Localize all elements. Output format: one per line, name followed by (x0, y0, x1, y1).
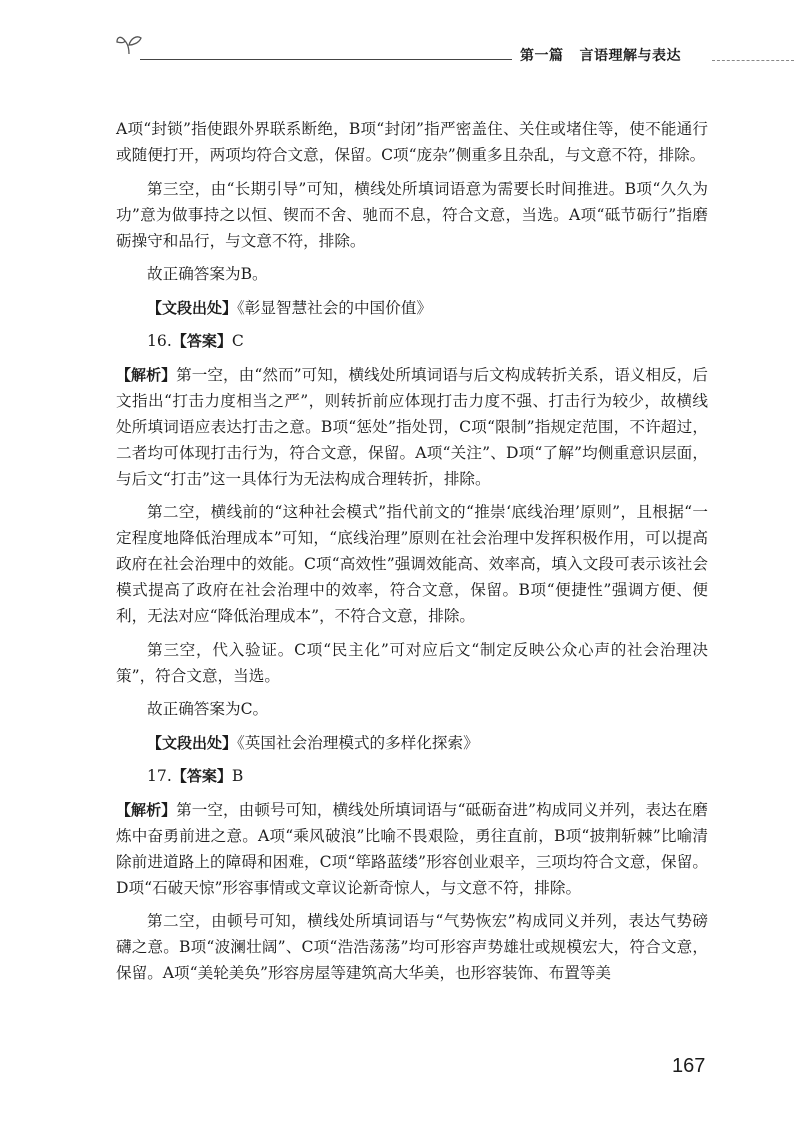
analysis-paragraph (116, 797, 708, 901)
running-header (0, 0, 800, 80)
answer-value: C (231, 332, 244, 350)
answer-value: B (231, 767, 244, 785)
source-line (116, 295, 708, 321)
paragraph-text: 第二空，由顿号可知，横线处所填词语与“气势恢宏”构成同义并列，表达气势磅礴之意。B项“波澜壮阔”、C项“浩浩荡荡”均可形容声势雄壮或规模宏大，符合文意，保留。A项“美轮美奂”形容房屋等建筑高大华美，也形容装饰、布置等美 (116, 912, 708, 982)
paragraph (116, 116, 708, 168)
source-label: 【文段出处】 (147, 298, 238, 317)
header-rule-left (140, 59, 512, 60)
answer-statement (116, 261, 708, 287)
paragraph (116, 637, 708, 689)
sprout-leaf-icon (116, 33, 142, 55)
answer-label: 【答案】 (171, 332, 232, 350)
page-body (116, 116, 708, 994)
answer-line (116, 328, 708, 354)
part-label: 第一篇 (520, 48, 564, 64)
paragraph-text: 第三空，代入验证。C项“民主化”可对应后文“制定反映公众心声的社会治理决策”，符合文意，当选。 (116, 640, 708, 685)
analysis-paragraph (116, 362, 708, 492)
paragraph-text: 第二空，横线前的“这种社会模式”指代前文的“推崇‘底线治理’原则”，且根据“一定程度地降低治理成本”可知，“底线治理”原则在社会治理中发挥积极作用，可以提高政府在社会治理中的效能。C项“高效性”强调效能高、效率高，填入文段可表示该社会模式提高了政府在社会治理中的效率，符合文意，保留。B项“便捷性”强调方便、便利，无法对应“降低治理成本”，不符合文意，排除。 (116, 503, 708, 625)
header-rule-right (712, 60, 794, 61)
source-title: 《英国社会治理模式的多样化探索》 (237, 733, 479, 752)
paragraph-text: 故正确答案为C。 (147, 700, 269, 718)
answer-line (116, 763, 708, 789)
source-line (116, 730, 708, 756)
analysis-label: 【解析】 (116, 800, 177, 819)
paragraph-text: A项“封锁”指使跟外界联系断绝，B项“封闭”指严密盖住、关住或堵住等，使不能通行或随便打开，两项均符合文意，保留。C项“庞杂”侧重多且杂乱，与文意不符，排除。 (116, 120, 708, 164)
paragraph (116, 908, 708, 986)
source-label: 【文段出处】 (147, 733, 238, 752)
analysis-label: 【解析】 (116, 365, 177, 384)
running-title (520, 45, 681, 65)
answer-label: 【答案】 (171, 767, 232, 785)
paragraph-text: 第一空，由顿号可知，横线处所填词语与“砥砺奋进”构成同义并列，表达在磨炼中奋勇前进之意。A项“乘风破浪”比喻不畏艰险，勇往直前，B项“披荆斩棘”比喻清除前进道路上的障碍和困难，C项“筚路蓝缕”形容创业艰辛，三项均符合文意，保留。D项“石破天惊”形容事情或文章议论新奇惊人，与文意不符，排除。 (116, 800, 708, 897)
question-number: 16. (147, 332, 172, 350)
paragraph-text: 第一空，由“然而”可知，横线处所填词语与后文构成转折关系，语义相反，后文指出“打击力度相当之严”，则转折前应体现打击力度不强、打击行为较少，故横线处所填词语应表达打击之意。B项“惩处”指处罚，C项“限制”指规定范围，不许超过，二者均可体现打击行为，符合文意，保留。A项“关注”、D项“了解”均侧重意识层面，与后文“打击”这一具体行为无法构成合理转折，排除。 (116, 365, 708, 488)
paragraph (116, 176, 708, 254)
question-number: 17. (147, 767, 172, 785)
answer-statement (116, 696, 708, 722)
paragraph-text: 故正确答案为B。 (147, 265, 268, 283)
paragraph-text: 第三空，由“长期引导”可知，横线处所填词语意为需要长时间推进。B项“久久为功”意为做事持之以恒、锲而不舍、驰而不息，符合文意，当选。A项“砥节砺行”指磨砺操守和品行，与文意不符，排除。 (116, 179, 708, 250)
page-number: 167 (672, 1055, 706, 1077)
paragraph (116, 499, 708, 629)
chapter-title: 言语理解与表达 (579, 48, 681, 64)
source-title: 《彰显智慧社会的中国价值》 (237, 298, 432, 317)
